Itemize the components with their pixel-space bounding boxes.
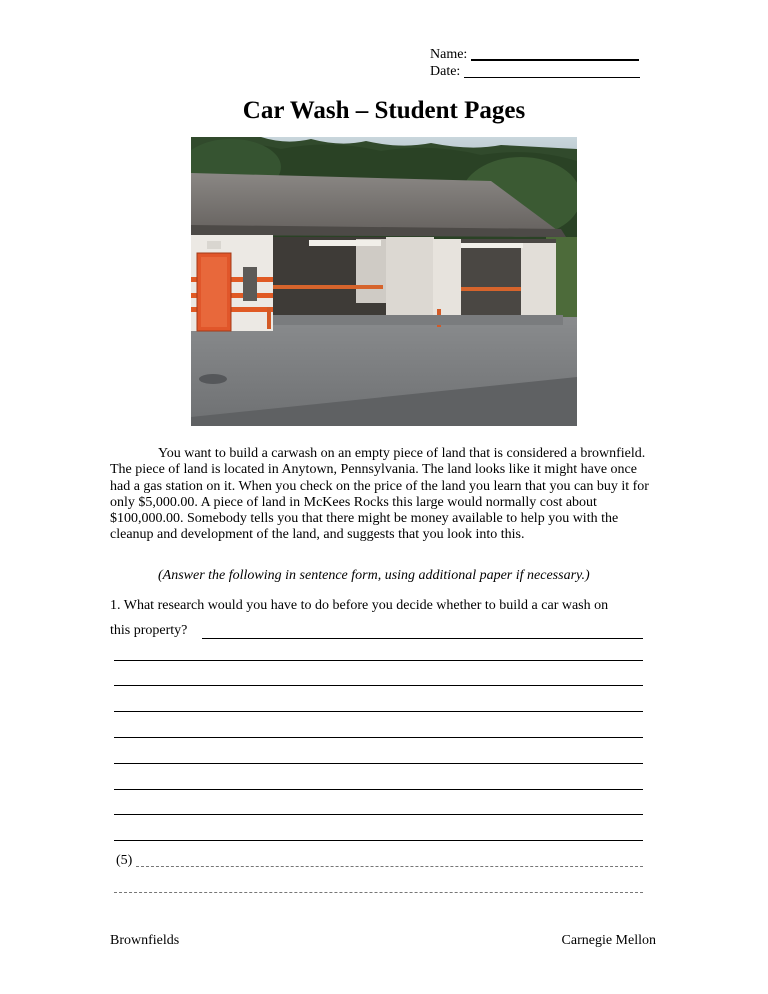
name-label: Name: <box>430 47 468 62</box>
name-field <box>430 47 639 63</box>
date-input-line[interactable] <box>464 77 640 78</box>
answer-line[interactable] <box>114 814 643 815</box>
answer-line[interactable] <box>114 789 643 790</box>
dashed-answer-line[interactable] <box>114 892 643 893</box>
points-label: (5) <box>116 853 133 868</box>
dashed-answer-line[interactable] <box>136 866 643 867</box>
date-field <box>430 64 640 80</box>
footer-left: Brownfields <box>110 933 180 948</box>
answer-line[interactable] <box>114 763 643 764</box>
intro-paragraph <box>110 446 655 544</box>
car-wash-photo <box>191 137 577 426</box>
answer-line[interactable] <box>114 711 643 712</box>
date-label: Date: <box>430 64 461 79</box>
page-title: Car Wash – Student Pages <box>242 97 526 124</box>
answer-line[interactable] <box>114 737 643 738</box>
title-block <box>0 97 768 125</box>
answer-line[interactable] <box>114 660 643 661</box>
answer-line[interactable] <box>114 685 643 686</box>
answer-line[interactable] <box>114 840 643 841</box>
question-1-line-2: this property? <box>110 623 188 638</box>
question-1-line-1: 1. What research would you have to do before you decide whether to build a car wash on <box>110 598 609 613</box>
name-input-line[interactable] <box>471 59 639 61</box>
intro-text: You want to build a carwash on an empty piece of land that is considered a brownfield. The piece of land is located in Anytown, Pennsylvania. The land looks like it might have once had a gas station on it. When you check on the price of the land you learn that you can buy it for only $5,000.00. A piece of land in McKees Rocks this large would normally cost about $100,000.00. Somebody tells you that there might be money available to help you with the cleanup and development of the land, and suggests that you look into this. <box>110 446 649 543</box>
answer-line[interactable] <box>202 638 643 639</box>
instruction-text: (Answer the following in sentence form, using additional paper if necessary.) <box>158 568 590 583</box>
footer-right: Carnegie Mellon <box>561 933 656 948</box>
